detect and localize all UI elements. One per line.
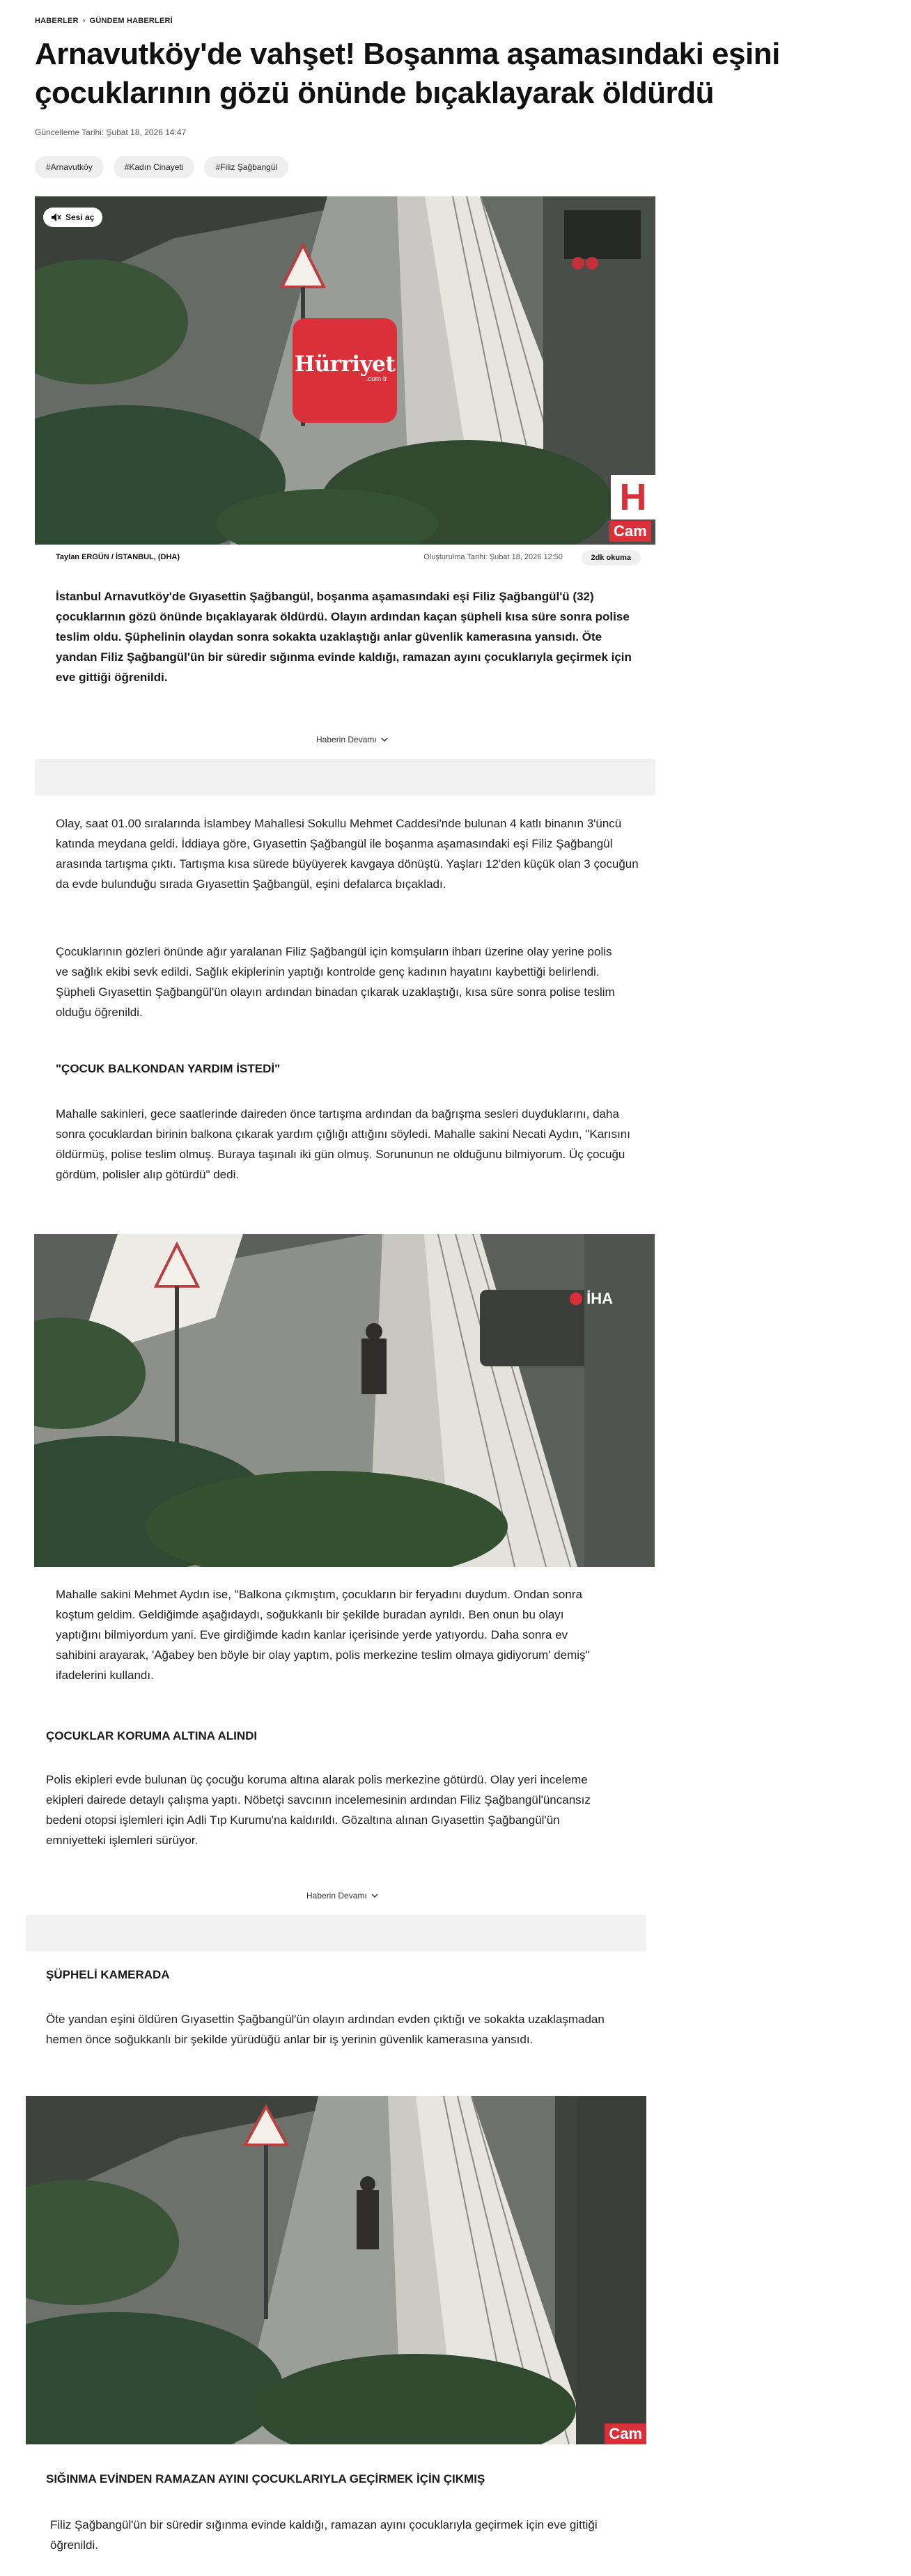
breadcrumb-section[interactable]: GÜNDEM HABERLERİ: [89, 17, 173, 25]
paragraph: Mahalle sakini Mehmet Aydın ise, "Balkona çıkmıştım, çocukların bir feryadını duydum. Ondan sonra koştum geldim. Geldiğimde aşağıdaydı, soğukkanlı bir şekilde buradan ayrıldı. Ben onun bu olayı yaptığını bilmiyordum yani. Eve girdiğimde kadın kanlar içerisinde yerde yatıyordu. Daha sonra ev sahibini arayarak, 'Ağabey ben böyle bir olay yaptım, polis merkezine teslim olmaya gidiyorum' demiş" ifadelerini kullandı.: [56, 1588, 590, 1682]
updated-date: Güncelleme Tarihi: Şubat 18, 2026 14:47: [35, 127, 187, 137]
photo-frame: [34, 1234, 655, 1567]
read-more-link[interactable]: [306, 1891, 378, 1900]
agency-logo-dot: [570, 1293, 582, 1305]
article-title: Arnavutköy'de vahşet! Boşanma aşamasındaki eşini çocuklarının gözü önünde bıçaklayarak öldürdü: [35, 37, 780, 110]
unmute-label: Sesi aç: [65, 212, 95, 222]
ad-placeholder: [26, 1915, 646, 1951]
scroll-fade: [0, 898, 911, 930]
read-more-label: Haberin Devamı: [316, 735, 377, 744]
agency-logo-text: İHA: [586, 1290, 613, 1307]
paragraph: Öte yandan eşini öldüren Gıyasettin Şağbangül'ün olayın ardından evden çıktığı ve sokakta uzaklaşmadan hemen önce soğukkanlı bir şekilde yürüdüğü anlar bir iş yerinin güvenlik kamerasına yansıdı.: [46, 2013, 605, 2046]
read-more-label: Haberin Devamı: [306, 1891, 367, 1900]
hurriyet-brand: Hürriyet: [294, 352, 396, 377]
section-heading: "ÇOCUK BALKONDAN YARDIM İSTEDİ": [56, 1062, 281, 1075]
paragraph: Mahalle sakinleri, gece saatlerinde daireden önce tartışma ardından da bağrışma sesleri duyduklarını, daha sonra çocuklardan birinin balkona çıkarak yardım çığlığı attığını söyledi. Mahalle sakini Necati Aydın, "Karısını öldürmüş, polise teslim olmuş. Buraya taşınalı iki gün olmuş. Sorununun ne olduğunu bilmiyorum. Üç çocuğu gördüm, polisler alıp götürdü" dedi.: [56, 1107, 630, 1181]
read-time-badge: 2dk okuma: [582, 550, 641, 565]
hurriyet-logo: [293, 318, 397, 423]
section-heading: ÇOCUKLAR KORUMA ALTINA ALINDI: [46, 1729, 258, 1742]
article-photo: [34, 1234, 655, 1567]
read-more-link[interactable]: [316, 735, 388, 744]
breadcrumb-separator: ›: [82, 17, 86, 25]
paragraph: Polis ekipleri evde bulunan üç çocuğu koruma altına alarak polis merkezine götürdü. Olay yeri inceleme ekipleri dairede detaylı çalışma yaptı. Nöbetçi savcının incelemesinin ardından Filiz Şağbangül'üncansız bedeni otopsi işlemleri için Adli Tıp Kurumu'na kaldırıldı. Gözaltına alınan Gıyasettin Şağbangül'ün emniyetteki işlemleri sürüyor.: [46, 1773, 591, 1847]
tag-list: [35, 156, 288, 178]
channel-logo: [600, 475, 655, 541]
breadcrumb-home[interactable]: HABERLER: [35, 17, 79, 25]
channel-logo-letter: H: [611, 475, 655, 520]
paragraph: Filiz Şağbangül'ün bir süredir sığınma evinde kaldığı, ramazan ayını çocuklarıyla geçirmek için eve gittiği öğrenildi.: [50, 2518, 598, 2552]
speaker-muted-icon: [52, 213, 61, 221]
section-heading: SIĞINMA EVİNDEN RAMAZAN AYINI ÇOCUKLARIYLA GEÇİRMEK İÇİN ÇIKMIŞ: [46, 2472, 485, 2485]
article-lead: İstanbul Arnavutköy'de Gıyasettin Şağbangül, boşanma aşamasındaki eşi Filiz Şağbangül'ü (32) çocuklarının gözü önünde bıçaklayarak öldürdü. Olayın ardından kaçan şüpheli kısa süre sonra polise teslim oldu. Şüphelinin olaydan sonra sokakta uzaklaştığı anlar güvenlik kamerasına yansıdı. Öte yandan Filiz Şağbangül'ün bir süredir sığınma evinde kaldığı, ramazan ayını çocuklarıyla geçirmek için eve gittiği öğrenildi.: [56, 590, 632, 684]
paragraph: Olay, saat 01.00 sıralarında İslambey Mahallesi Sokullu Mehmet Caddesi'nde bulunan 4 katlı binanın 3'üncü katında meydana geldi. İddiaya göre, Gıyasettin Şağbangül ile boşanma aşamasındaki eşi Filiz Şağbangül arasında tartışma çıktı. Tartışma kısa sürede büyüyerek kavgaya dönüştü. Yaşları 12'den küçük olan 3 çocuğun da evde bulunduğu sırada Gıyasettin Şağbangül, eşini defalarca bıçakladı.: [56, 817, 639, 891]
paragraph: Çocuklarının gözleri önünde ağır yaralanan Filiz Şağbangül için komşuların ihbarı üzerine olay yerine polis ve sağlık ekibi sevk edildi. Sağlık ekiplerinin yaptığı kontrolde genç kadının hayatını kaybettiği belirlendi. Şüpheli Gıyasettin Şağbangül'ün olayın ardından binadan çıkarak uzaklaştığı, kısa süre sonra polise teslim olduğu öğrenildi.: [56, 945, 615, 1019]
channel-logo-label: Cam: [605, 2423, 646, 2444]
tag-filiz-sagbangul[interactable]: #Filiz Şağbangül: [204, 156, 288, 178]
photo-frame: [26, 2096, 646, 2444]
tag-arnavutkoy[interactable]: #Arnavutköy: [35, 156, 104, 178]
section-heading: ŞÜPHELİ KAMERADA: [46, 1968, 170, 1981]
channel-logo-label: Cam: [609, 521, 651, 542]
article-meta: [56, 550, 641, 567]
video-player[interactable]: [35, 196, 655, 545]
author: Taylan ERGÜN / İSTANBUL, (DHA): [56, 553, 180, 561]
ad-placeholder: [35, 759, 655, 795]
tag-kadin-cinayeti[interactable]: #Kadın Cinayeti: [114, 156, 195, 178]
hurriyet-domain: .com.tr: [366, 375, 387, 383]
unmute-button[interactable]: [43, 208, 102, 227]
breadcrumb: [35, 17, 173, 25]
chevron-down-icon: [381, 737, 388, 742]
agency-logo: [570, 1290, 613, 1308]
chevron-down-icon: [371, 1894, 378, 1898]
article-photo: [26, 2096, 646, 2444]
created-date: Oluşturulma Tarihi: Şubat 18, 2026 12:50: [423, 553, 563, 561]
